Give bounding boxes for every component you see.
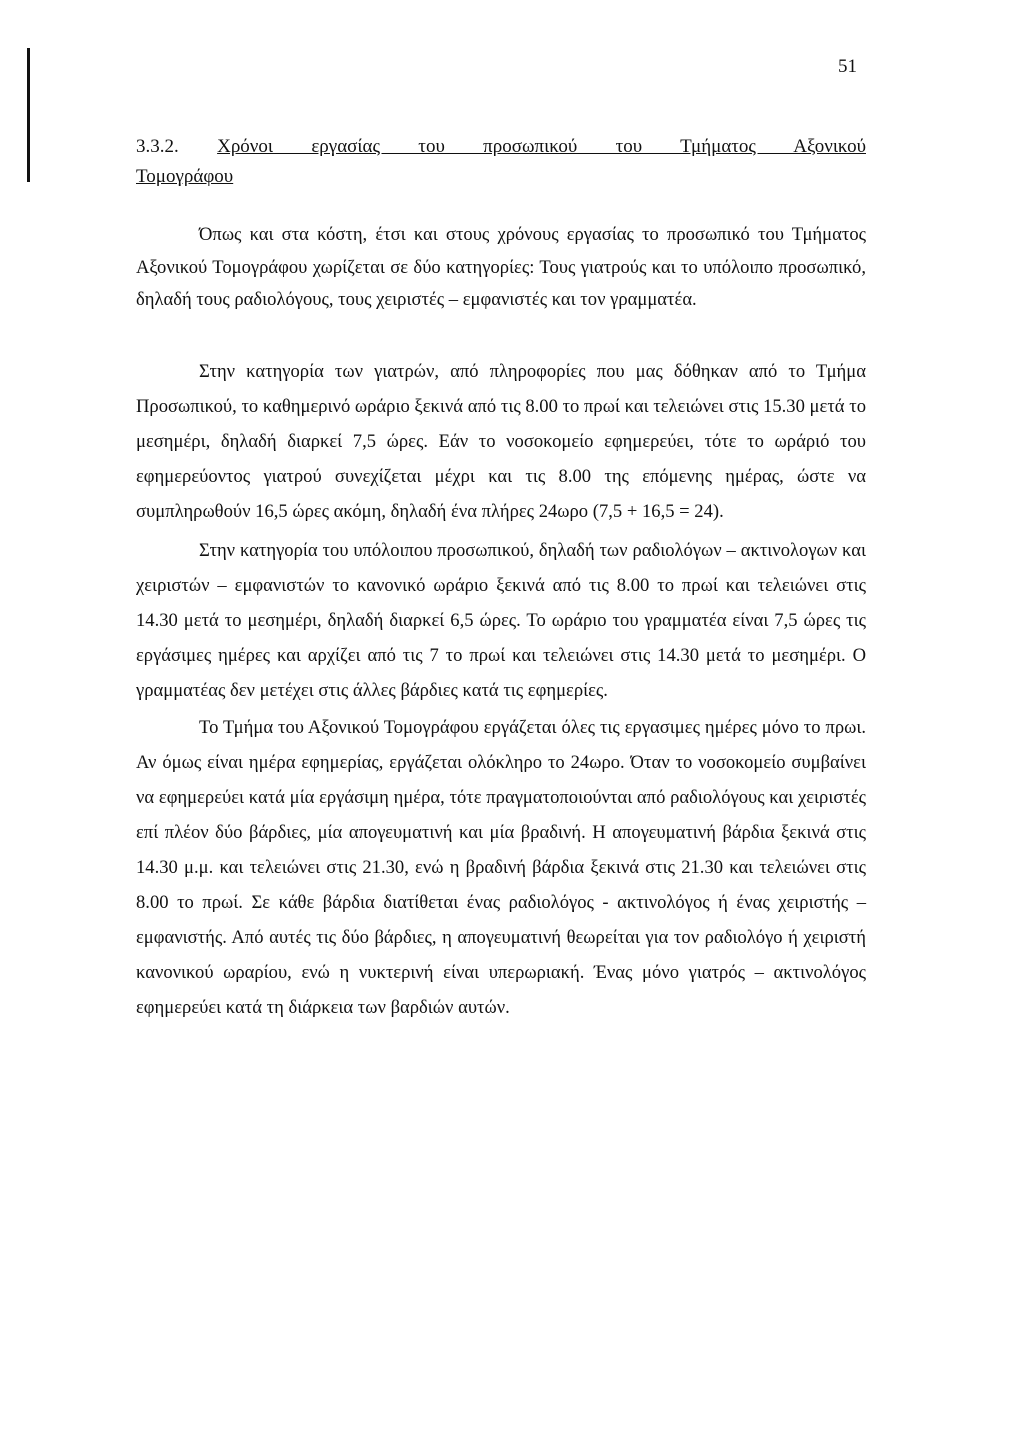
paragraph-doctors-schedule: Στην κατηγορία των γιατρών, από πληροφορίες που μας δόθηκαν από το Τμήμα Προσωπικού, το καθημερινό ωράριο ξεκινά από τις 8.00 το πρωί και τελειώνει στις 15.30 μετά το μεσημέρι, δηλαδή διαρκεί 7,5 ώρες. Εάν το νοσοκομείο εφημερεύει, τότε το ωράριό του εφημερεύοντος γιατρού συνεχίζεται μέχρι και τις 8.00 της επόμενης ημέρας, ώστε να συμπληρωθούν 16,5 ώρες ακόμη, δηλαδή ένα πλήρες 24ωρο (7,5 + 16,5 = 24). xyxy=(136,360,866,522)
paragraph-staff-schedule: Στην κατηγορία του υπόλοιπου προσωπικού, δηλαδή των ραδιολόγων – ακτινολογων και χειριστών – εμφανιστών το κανονικό ωράριο ξεκινά από τις 8.00 το πρωί και τελειώνει στις 14.30 μετά το μεσημέρι, δηλαδή διαρκεί 6,5 ώρες. Το ωράριο του γραμματέα είναι 7,5 ώρες τις εργάσιμες ημέρες και αρχίζει από τις 7 το πρωί και τελειώνει στις 14.30 μετά το μεσημέρι. Ο γραμματέας δεν μετέχει στις άλλες βάρδιες κατά τις εφημερίες. xyxy=(136,539,866,701)
margin-rule xyxy=(27,48,30,182)
section-heading xyxy=(136,128,866,166)
section-title: Χρόνοι εργασίας του προσωπικού του Τμήματος Αξονικού xyxy=(217,136,866,157)
paragraph-intro: Όπως και στα κόστη, έτσι και στους χρόνους εργασίας το προσωπικό του Τμήματος Αξονικού Τομογράφου χωρίζεται σε δύο κατηγορίες: Τους γιατρούς και το υπόλοιπο προσωπικό, δηλαδή τους ραδιολόγους, τους χειριστές – εμφανιστές και τον γραμματέα. xyxy=(136,224,866,310)
page-number: 51 xyxy=(838,56,857,77)
paragraph-department-shifts: Το Τμήμα του Αξονικού Τομογράφου εργάζεται όλες τις εργασιμες ημέρες μόνο το πρωι. Αν όμως είναι ημέρα εφημερίας, εργάζεται ολόκληρο το 24ωρο. Όταν το νοσοκομείο συμβαίνει να εφημερεύει κατά μία εργάσιμη ημέρα, τότε πραγματοποιούνται από ραδιολόγους και χειριστές επί πλέον δύο βάρδιες, μία απογευματινή και μία βραδινή. Η απογευματινή βάρδια ξεκινά στις 14.30 μ.μ. και τελειώνει στις 21.30, ενώ η βραδινή βάρδια ξεκινά στις 21.30 και τελειώνει στις 8.00 το πρωί. Σε κάθε βάρδια διατίθεται ένας ραδιολόγος - ακτινολόγος ή ένας χειριστής – εμφανιστής. Από αυτές τις δύο βάρδιες, η απογευματινή θεωρείται για τον ραδιολόγο ή χειριστή κανονικού ωραρίου, ενώ η νυκτερινή είναι υπερωριακή. Ένας μόνο γιατρός – ακτινολόγος εφημερεύει κατά τη διάρκεια των βαρδιών αυτών. xyxy=(136,716,866,1018)
section-title-continued: Τομογράφου xyxy=(136,166,234,187)
section-number: 3.3.2. xyxy=(136,136,179,157)
body-text xyxy=(136,219,866,1025)
